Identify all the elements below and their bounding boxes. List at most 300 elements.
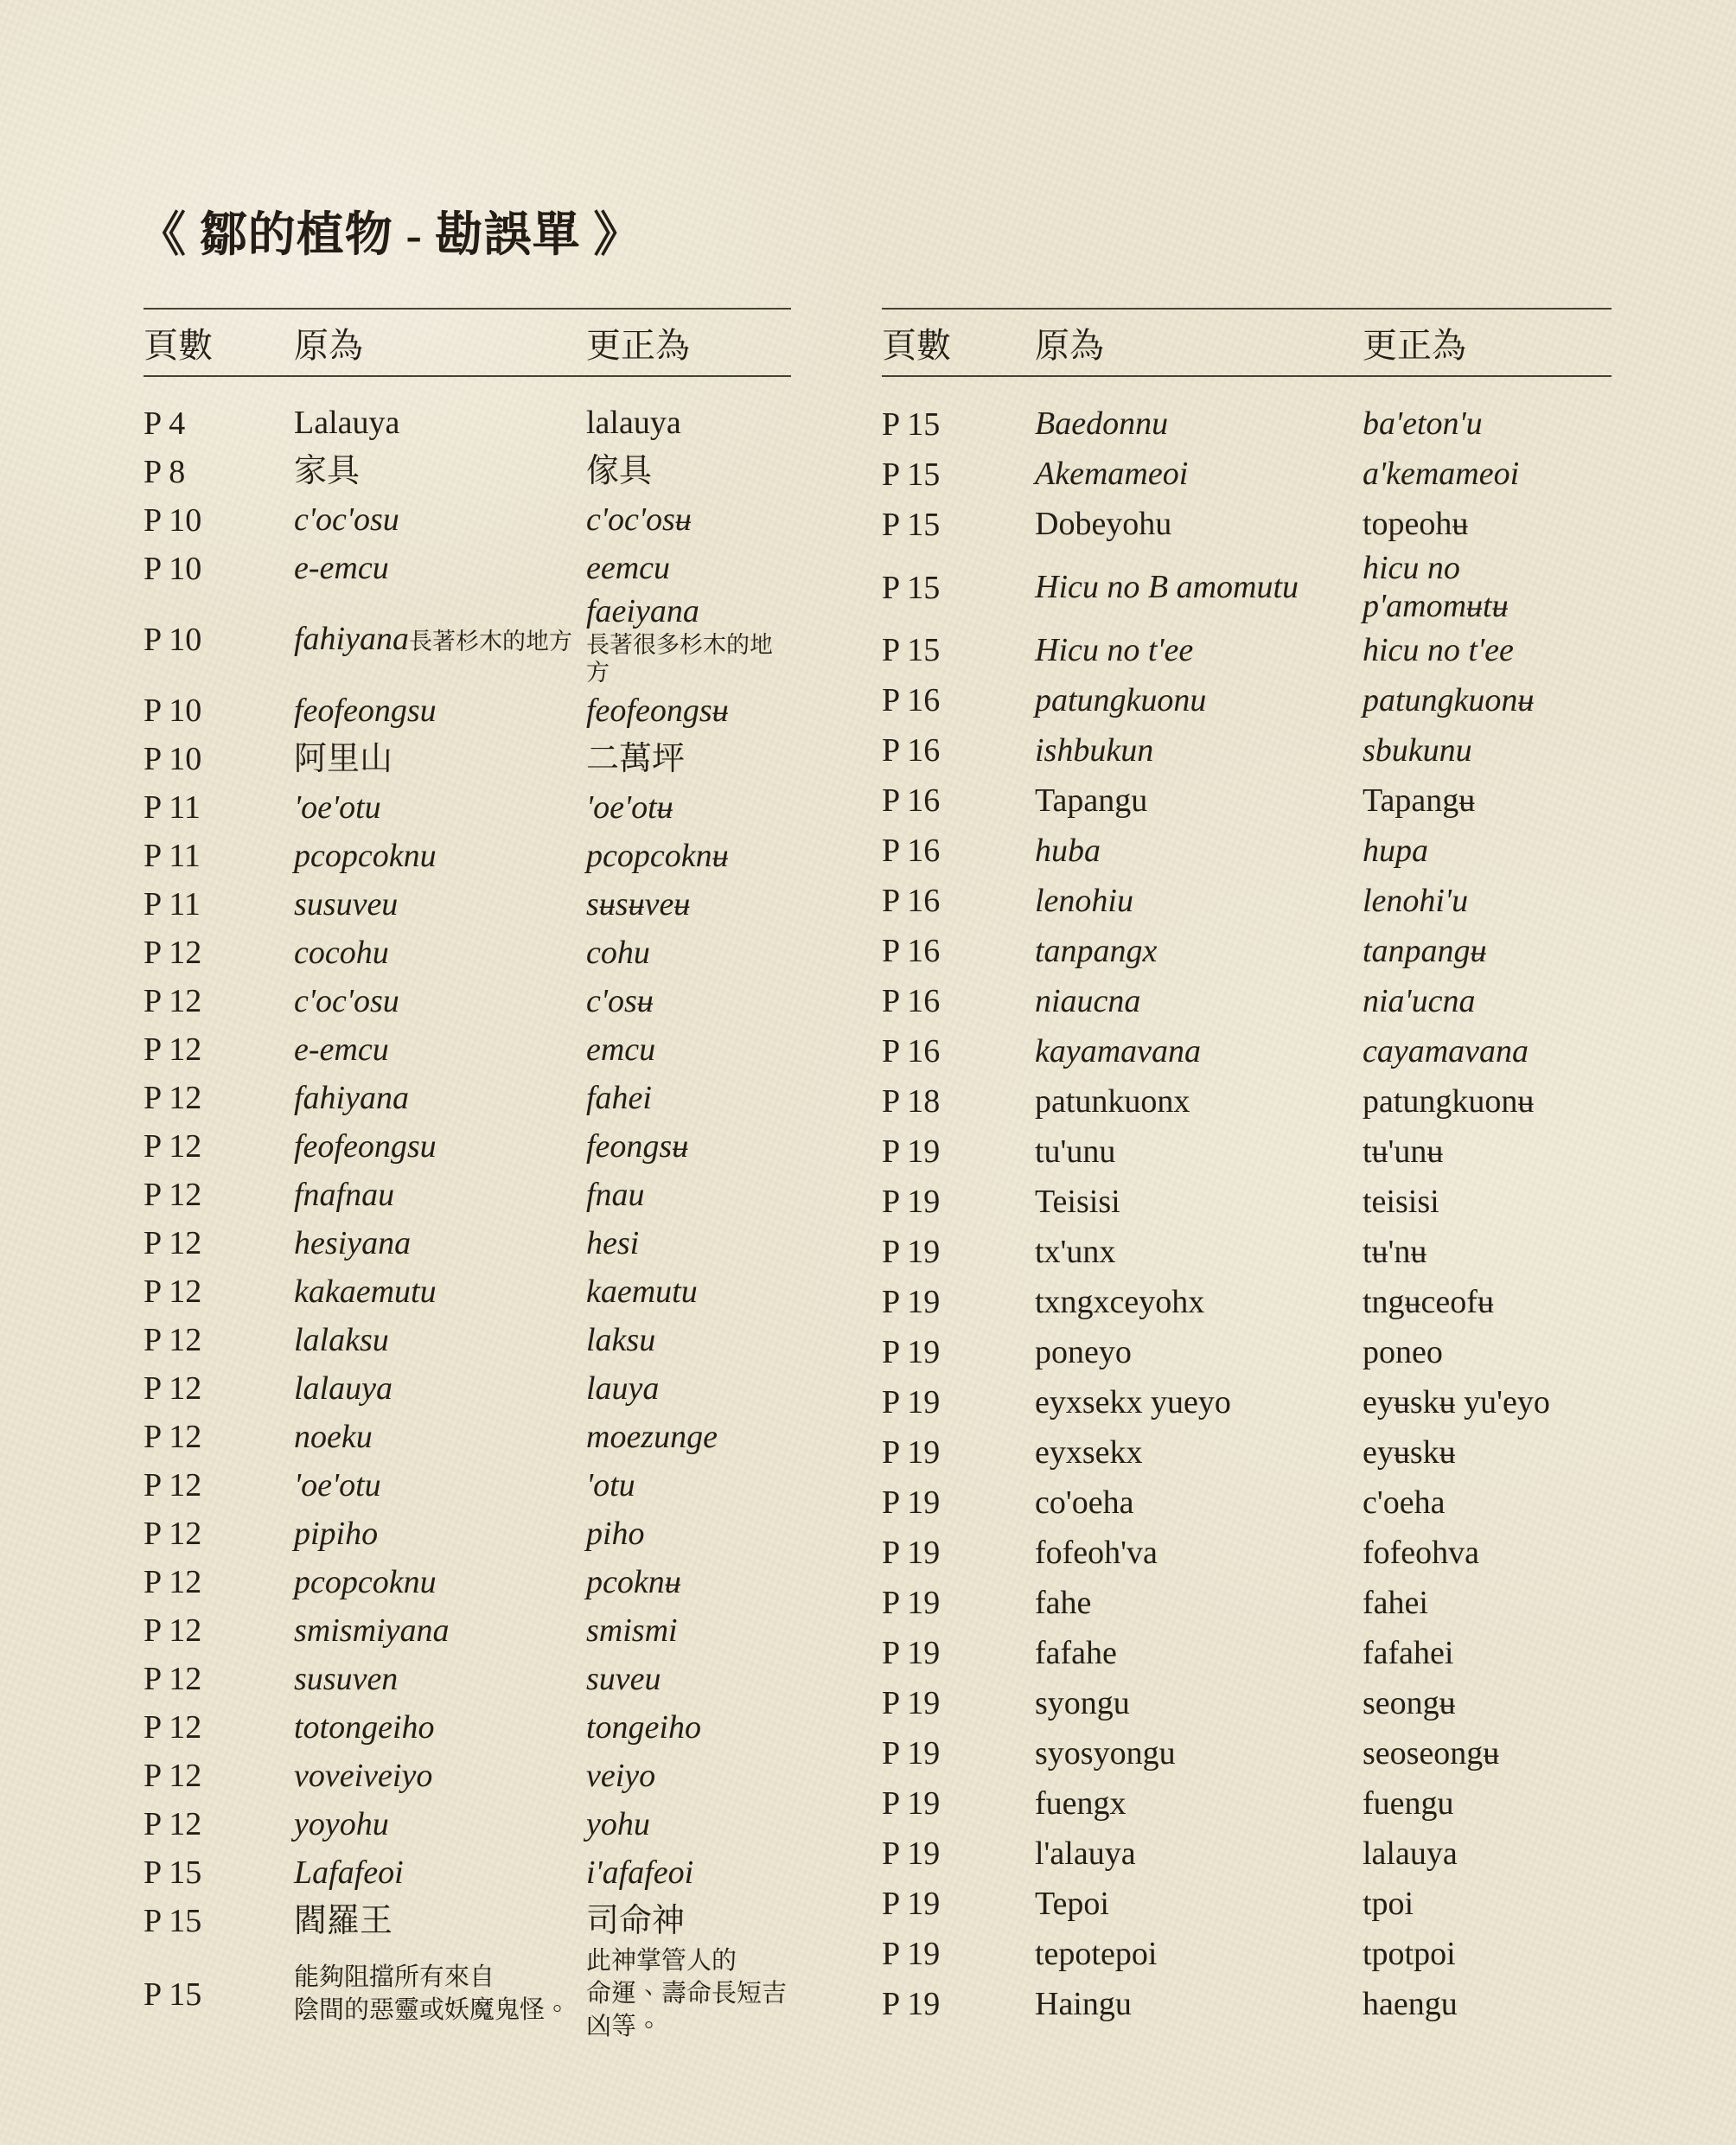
term-text: c'oc'osu — [294, 982, 399, 1019]
original-cell — [1035, 1434, 1363, 1472]
term-text: patungkuonu — [1035, 681, 1207, 718]
corrected-cell — [586, 1177, 791, 1215]
page-number: P 19 — [882, 1133, 941, 1171]
term-text: feofeongsu — [294, 1127, 437, 1165]
original-cell — [1035, 506, 1363, 544]
term-text: poneyo — [1035, 1333, 1132, 1370]
term-text: 司命神 — [586, 1902, 686, 1939]
term-text: fofeohva — [1363, 1534, 1480, 1571]
term-text: Hicu no t'ee — [1035, 631, 1194, 668]
page-number: P 19 — [882, 1685, 941, 1722]
original-cell — [294, 789, 586, 827]
term-text: teisisi — [1363, 1183, 1439, 1220]
term-text: fafahe — [1035, 1634, 1117, 1671]
errata-row — [882, 1578, 1612, 1628]
term-text: nia'ucna — [1363, 982, 1476, 1019]
page-number: P 12 — [144, 1612, 202, 1650]
errata-table-left — [144, 308, 791, 2044]
original-cell — [1035, 1033, 1363, 1071]
term-text: Baedonnu — [1035, 405, 1169, 443]
annotation-line: 能夠阻擋所有來自 — [294, 1963, 495, 1992]
term-text: ishbukun — [1035, 731, 1154, 769]
term-text: fnafnau — [294, 1176, 395, 1213]
page-number: P 10 — [144, 693, 202, 730]
page-number: P 16 — [882, 682, 941, 719]
original-cell — [1035, 1835, 1363, 1874]
corrected-cell — [586, 1903, 791, 1941]
corrected-cell — [586, 1031, 791, 1069]
term-annotation: 長著杉木的地方 — [408, 629, 572, 655]
term-text: Akemameoi — [1035, 456, 1189, 493]
corrected-cell — [586, 593, 791, 686]
term-text: topeohʉ — [1363, 506, 1469, 543]
corrected-cell — [586, 838, 791, 876]
page-number: P 15 — [882, 507, 941, 543]
original-cell — [1035, 1635, 1363, 1673]
errata-row — [144, 1897, 791, 1945]
term-text: yohu — [586, 1805, 650, 1842]
original-cell — [1035, 732, 1363, 770]
term-text: cocohu — [294, 934, 389, 971]
corrected-cell — [586, 741, 791, 779]
table-body-right — [882, 377, 1612, 2029]
page-number: P 12 — [144, 1516, 202, 1553]
term-text: eyʉskʉ yu'eyo — [1363, 1383, 1550, 1420]
page-number: P 12 — [144, 1177, 202, 1214]
corrected-cell — [586, 1467, 791, 1505]
errata-row — [144, 832, 791, 880]
original-cell — [1035, 782, 1363, 820]
original-cell — [1035, 933, 1363, 971]
term-text: smismiyana — [294, 1612, 450, 1649]
errata-row — [882, 500, 1612, 550]
errata-row — [882, 1427, 1612, 1478]
term-text: sbukunu — [1363, 731, 1472, 769]
header-page-number: 頁數 — [882, 325, 951, 365]
errata-row — [882, 1528, 1612, 1578]
errata-row — [144, 1364, 791, 1413]
page-number: P 12 — [144, 1806, 202, 1843]
original-cell — [294, 501, 586, 539]
term-text: sʉsʉveʉ — [586, 885, 691, 922]
corrected-cell — [1363, 1033, 1612, 1071]
corrected-cell — [1363, 1635, 1612, 1673]
corrected-cell — [1363, 1384, 1612, 1422]
original-cell — [294, 1031, 586, 1069]
term-text: noeku — [294, 1418, 373, 1455]
term-text: tanpangʉ — [1363, 932, 1487, 969]
term-text: lalaksu — [294, 1321, 389, 1358]
errata-row — [144, 399, 791, 448]
errata-row — [144, 1606, 791, 1655]
term-text: fahiyana — [294, 1079, 409, 1116]
term-text: susuveu — [294, 885, 399, 922]
corrected-cell — [586, 886, 791, 924]
corrected-cell — [1363, 1083, 1612, 1121]
errata-row — [144, 1945, 791, 2043]
table-body-left — [144, 377, 791, 2044]
original-cell — [1035, 1184, 1363, 1222]
term-text: lalauya — [294, 1369, 393, 1407]
page-number: P 12 — [144, 1661, 202, 1698]
term-text: smismi — [586, 1612, 678, 1649]
corrected-cell — [586, 1758, 791, 1796]
page-number: P 12 — [144, 1467, 202, 1504]
page-number: P 19 — [882, 1635, 941, 1672]
page-number: P 19 — [882, 1886, 941, 1923]
term-text: pcopcoknʉ — [586, 837, 729, 874]
page-number: P 19 — [882, 1184, 941, 1221]
term-text: pipiho — [294, 1515, 379, 1552]
errata-row — [144, 1558, 791, 1606]
corrected-cell — [1363, 1936, 1612, 1974]
original-cell — [294, 1855, 586, 1893]
term-text: piho — [586, 1515, 645, 1552]
term-text: 閻羅王 — [294, 1902, 393, 1939]
errata-row — [882, 1929, 1612, 1979]
term-text: fahei — [1363, 1584, 1428, 1621]
corrected-cell — [586, 550, 791, 588]
errata-row — [882, 1076, 1612, 1127]
term-text: lauya — [586, 1369, 660, 1407]
corrected-cell — [1363, 1484, 1612, 1523]
corrected-cell — [586, 453, 791, 491]
original-cell — [1035, 1083, 1363, 1121]
page-number: P 10 — [144, 502, 202, 539]
term-text: laksu — [586, 1321, 656, 1358]
corrected-cell — [586, 1274, 791, 1312]
term-text: tepotepoi — [1035, 1935, 1158, 1972]
term-text: yoyohu — [294, 1805, 389, 1842]
term-text: hesi — [586, 1224, 640, 1261]
page-number: P 10 — [144, 622, 202, 659]
term-text: c'oc'osu — [294, 501, 399, 539]
term-text: Tapangʉ — [1363, 782, 1476, 819]
original-cell — [1035, 1685, 1363, 1723]
term-text: l'alauya — [1035, 1835, 1136, 1872]
original-cell — [294, 1225, 586, 1263]
original-cell — [294, 886, 586, 924]
original-cell — [1035, 833, 1363, 871]
original-cell — [294, 1516, 586, 1554]
page-number: P 12 — [144, 1709, 202, 1746]
errata-row — [882, 1227, 1612, 1277]
corrected-cell — [1363, 632, 1612, 670]
page-number: P 19 — [882, 1484, 941, 1522]
corrected-cell — [586, 935, 791, 973]
term-text: co'oeha — [1035, 1484, 1134, 1521]
original-cell — [294, 1962, 586, 2027]
original-cell — [1035, 1284, 1363, 1322]
term-text: pcoknʉ — [586, 1563, 681, 1600]
term-text: niaucna — [1035, 982, 1141, 1019]
original-cell — [1035, 405, 1363, 444]
table-header-left — [144, 308, 791, 377]
corrected-cell — [1363, 1735, 1612, 1773]
corrected-cell — [1363, 1986, 1612, 2024]
annotation-line: 陰間的惡靈或妖魔鬼怪。 — [294, 1996, 571, 2024]
term-text: faeiyana — [586, 593, 699, 629]
term-text: eyʉskʉ — [1363, 1433, 1456, 1471]
corrected-cell — [586, 501, 791, 539]
original-cell — [294, 1128, 586, 1166]
page-number: P 16 — [882, 983, 941, 1020]
corrected-cell — [1363, 1133, 1612, 1171]
term-text: fahei — [586, 1079, 652, 1116]
term-text: Lalauya — [294, 405, 400, 442]
original-cell — [1035, 983, 1363, 1021]
errata-row — [882, 675, 1612, 725]
term-text: fuengu — [1363, 1784, 1454, 1822]
corrected-cell — [586, 1128, 791, 1166]
errata-row — [882, 1829, 1612, 1879]
original-cell — [1035, 1785, 1363, 1823]
errata-row — [882, 725, 1612, 776]
original-cell — [294, 1709, 586, 1747]
corrected-cell — [1363, 506, 1612, 544]
term-text: fofeoh'va — [1035, 1534, 1158, 1571]
header-corrected: 更正為 — [586, 325, 690, 365]
errata-row — [882, 1778, 1612, 1829]
term-text: Tepoi — [1035, 1885, 1109, 1922]
term-text: cayamavana — [1363, 1032, 1529, 1069]
errata-row — [882, 1879, 1612, 1929]
page-number: P 16 — [882, 883, 941, 920]
table-header-right — [882, 308, 1612, 377]
page-number: P 15 — [144, 1903, 202, 1940]
term-text: fuengx — [1035, 1784, 1126, 1822]
page-number: P 12 — [144, 1225, 202, 1262]
corrected-cell — [1363, 1234, 1612, 1272]
term-text: feongsʉ — [586, 1127, 689, 1165]
corrected-cell — [1363, 682, 1612, 720]
page-number: P 19 — [882, 1234, 941, 1271]
term-annotation: 長著很多杉木的地方 — [586, 631, 773, 686]
term-text: Haingu — [1035, 1985, 1132, 2022]
original-cell — [1035, 682, 1363, 720]
page-title: 《 鄒的植物 - 勘誤單 》 — [138, 208, 642, 261]
corrected-cell — [1363, 782, 1612, 820]
page-number: P 15 — [144, 1855, 202, 1892]
term-text: fahe — [1035, 1584, 1092, 1621]
original-cell — [294, 1370, 586, 1408]
page-number: P 19 — [882, 1284, 941, 1321]
term-text: pcopcoknu — [294, 1563, 437, 1600]
original-cell — [294, 1322, 586, 1360]
original-cell — [294, 550, 586, 588]
original-cell — [294, 621, 586, 659]
errata-row — [144, 686, 791, 735]
term-text: 阿里山 — [294, 740, 393, 777]
errata-row — [144, 496, 791, 545]
errata-row — [144, 929, 791, 977]
corrected-cell — [586, 1661, 791, 1699]
term-text: ba'eton'u — [1363, 405, 1483, 443]
term-text: lalauya — [586, 405, 681, 442]
term-text: c'oc'osʉ — [586, 501, 692, 539]
original-cell — [294, 935, 586, 973]
header-corrected: 更正為 — [1363, 325, 1466, 365]
page-number: P 19 — [882, 1735, 941, 1772]
term-text: e-emcu — [294, 1031, 389, 1068]
page-number: P 16 — [882, 833, 941, 870]
term-text: 家具 — [294, 453, 361, 490]
page-number: P 12 — [144, 1564, 202, 1601]
term-text: Hicu no B amomutu — [1035, 568, 1299, 605]
errata-row — [882, 1979, 1612, 2029]
term-text: tanpangx — [1035, 932, 1158, 969]
corrected-cell — [586, 1612, 791, 1650]
errata-row — [882, 450, 1612, 500]
term-text: 'otu — [586, 1466, 635, 1503]
term-text: suveu — [586, 1660, 661, 1697]
page-number: P 10 — [144, 741, 202, 778]
term-text: hupa — [1363, 832, 1428, 869]
corrected-cell — [1363, 983, 1612, 1021]
term-text: kakaemutu — [294, 1273, 437, 1310]
original-cell — [294, 405, 586, 443]
corrected-cell — [1363, 456, 1612, 494]
term-text: e-emcu — [294, 550, 389, 587]
original-cell — [294, 453, 586, 491]
original-cell — [1035, 1535, 1363, 1573]
term-text: cohu — [586, 934, 650, 971]
errata-row — [144, 1510, 791, 1558]
term-text: 傢具 — [586, 453, 653, 490]
errata-row — [144, 1316, 791, 1364]
errata-row — [144, 1122, 791, 1171]
original-cell — [1035, 883, 1363, 921]
errata-row — [882, 1327, 1612, 1377]
header-original: 原為 — [294, 325, 363, 365]
term-text: eyxsekx yueyo — [1035, 1383, 1231, 1420]
term-text: lenohi'u — [1363, 882, 1469, 919]
term-text: kayamavana — [1035, 1032, 1202, 1069]
original-cell — [1035, 1735, 1363, 1773]
corrected-cell — [1363, 1535, 1612, 1573]
original-cell — [1035, 1986, 1363, 2024]
errata-row — [144, 1171, 791, 1219]
original-cell — [294, 1806, 586, 1844]
term-text: hesiyana — [294, 1224, 412, 1261]
errata-row — [144, 1703, 791, 1752]
errata-row — [144, 1848, 791, 1897]
term-text: hicu no p'amomʉtʉ — [1363, 550, 1509, 624]
corrected-cell — [1363, 1585, 1612, 1623]
original-cell — [294, 1564, 586, 1602]
original-cell — [1035, 1936, 1363, 1974]
page-number: P 12 — [144, 1031, 202, 1069]
corrected-cell — [586, 1564, 791, 1602]
term-text: tongeiho — [586, 1708, 701, 1746]
corrected-cell — [1363, 933, 1612, 971]
page-number: P 19 — [882, 1535, 941, 1572]
annotation-line: 此神掌管人的 — [586, 1947, 737, 1976]
original-cell — [1035, 1585, 1363, 1623]
page-number: P 19 — [882, 1785, 941, 1823]
corrected-cell — [586, 1419, 791, 1457]
page-number: P 15 — [144, 1976, 202, 2013]
original-cell — [294, 1467, 586, 1505]
page-number: P 16 — [882, 1033, 941, 1070]
errata-row — [882, 1678, 1612, 1728]
corrected-cell — [1363, 550, 1612, 625]
errata-row — [144, 1413, 791, 1461]
errata-row — [882, 776, 1612, 826]
term-text: susuven — [294, 1660, 399, 1697]
term-text: feofeongsʉ — [586, 692, 729, 729]
corrected-cell — [586, 1370, 791, 1408]
corrected-cell — [1363, 732, 1612, 770]
term-text: tngʉceofʉ — [1363, 1283, 1494, 1320]
errata-row — [882, 1728, 1612, 1778]
corrected-cell — [586, 405, 791, 443]
term-text: huba — [1035, 832, 1101, 869]
page-number: P 12 — [144, 1419, 202, 1456]
term-text: Lafafeoi — [294, 1854, 404, 1891]
term-text: moezunge — [586, 1418, 718, 1455]
term-text: tpoi — [1363, 1885, 1414, 1922]
term-text: fafahei — [1363, 1634, 1454, 1671]
errata-row — [882, 1177, 1612, 1227]
page-number: P 11 — [144, 838, 201, 875]
page-number: P 15 — [882, 456, 941, 493]
original-cell — [294, 1419, 586, 1457]
term-text: c'osʉ — [586, 982, 654, 1019]
term-text: i'afafeoi — [586, 1854, 694, 1891]
errata-row — [144, 735, 791, 783]
term-text: syongu — [1035, 1684, 1130, 1721]
original-cell — [1035, 1886, 1363, 1924]
corrected-cell — [586, 1516, 791, 1554]
header-page-number: 頁數 — [144, 325, 213, 365]
term-text: tx'unx — [1035, 1233, 1116, 1270]
errata-row — [882, 550, 1612, 625]
page-number: P 12 — [144, 1274, 202, 1311]
term-text: c'oeha — [1363, 1484, 1446, 1521]
term-text: lenohiu — [1035, 882, 1133, 919]
page-number: P 16 — [882, 782, 941, 820]
term-text: poneo — [1363, 1333, 1443, 1370]
corrected-cell — [1363, 1284, 1612, 1322]
original-cell — [294, 1080, 586, 1118]
original-cell — [1035, 1384, 1363, 1422]
original-cell — [294, 741, 586, 779]
original-cell — [1035, 1133, 1363, 1171]
original-cell — [1035, 1484, 1363, 1523]
term-text: Teisisi — [1035, 1183, 1120, 1220]
original-cell — [1035, 569, 1363, 607]
corrected-cell — [586, 1806, 791, 1844]
original-cell — [294, 838, 586, 876]
original-cell — [294, 1177, 586, 1215]
term-text: tu'unu — [1035, 1133, 1116, 1170]
term-text: txngxceyohx — [1035, 1283, 1205, 1320]
errata-row — [144, 1655, 791, 1703]
term-text: haengu — [1363, 1985, 1458, 2022]
term-text: 'oe'otʉ — [586, 788, 673, 826]
page-number: P 19 — [882, 1434, 941, 1471]
page-number: P 19 — [882, 1986, 941, 2023]
original-cell — [294, 1612, 586, 1650]
term-text: lalauya — [1363, 1835, 1458, 1872]
original-cell — [294, 1903, 586, 1941]
page-number: P 18 — [882, 1083, 941, 1120]
corrected-cell — [586, 693, 791, 731]
errata-row — [882, 1377, 1612, 1427]
header-original: 原為 — [1035, 325, 1104, 365]
term-text: patungkuonʉ — [1363, 681, 1535, 718]
